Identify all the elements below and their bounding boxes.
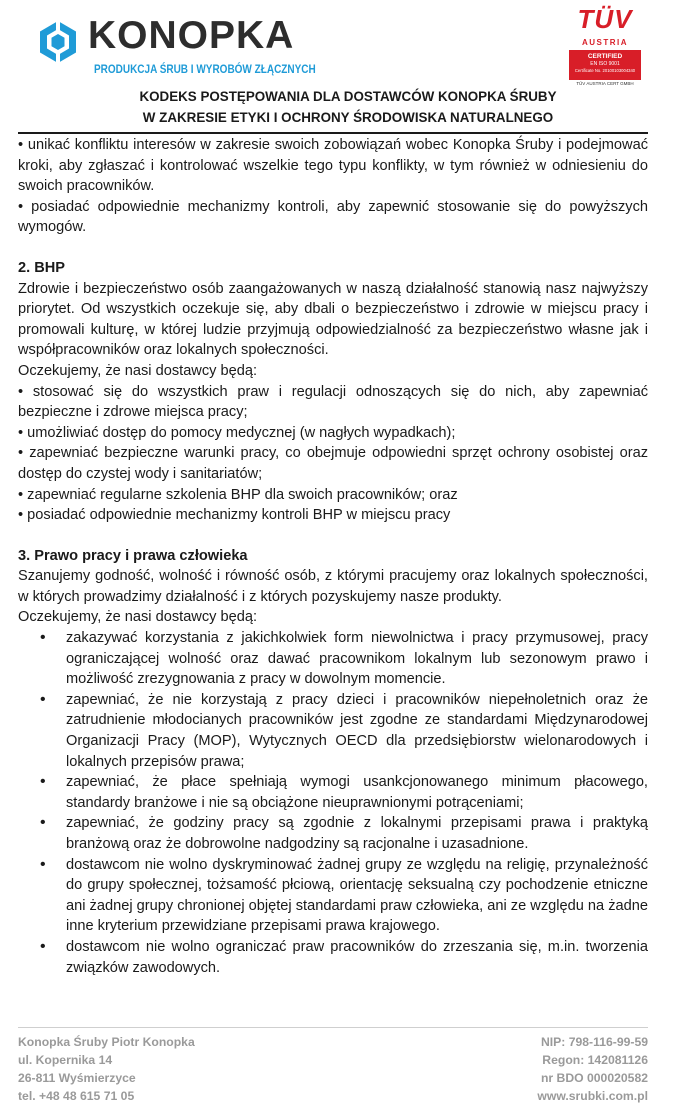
footer-company: Konopka Śruby Piotr Konopka (18, 1035, 195, 1049)
tuv-standard: EN ISO 9001 (590, 61, 620, 67)
bulleted-list (18, 628, 648, 978)
list-item: • zakazywać korzystania z jakichkolwiek form niewolnictwa i pracy przymusowej, pracy ograniczającej wolność oraz dawać pracownikom lokalnym lub sezonowym prawo i możliwość zrezygnowania z pracy w dowolnym momencie. (18, 628, 648, 690)
list-item: • umożliwiać dostęp do pomocy medycznej (w nagłych wypadkach); (18, 424, 456, 441)
tuv-name: TÜV (577, 4, 633, 34)
footer-regon: Regon: 142081126 (542, 1053, 648, 1067)
section-paragraph: Szanujemy godność, wolność i równość osób, z którymi pracujemy oraz lokalnych społeczności, w których prowadzimy działalność i z których pozyskujemy nasze produkty. (18, 568, 648, 605)
tuv-certified-label: CERTIFIED (587, 53, 623, 60)
intro-item: • unikać konfliktu interesów w zakresie swoich zobowiązań wobec Konopka Śruby i podejmować kroki, aby zgłaszać i kontrolować wszelkie tego typu konflikty, w tym również w odniesieniu do swoich pracowników. (18, 137, 648, 195)
brand-tagline: PRODUKCJA ŚRUB I WYROBÓW ZŁĄCZNYCH (94, 62, 316, 76)
document-body (18, 135, 648, 978)
tuv-certificate-badge (563, 4, 647, 88)
logo-mark-icon (36, 20, 80, 64)
list-item: • zapewniać regularne szkolenia BHP dla swoich pracowników; oraz (18, 486, 458, 503)
footer-city: 26-811 Wyśmierzyce (18, 1071, 136, 1085)
section-expectation: Oczekujemy, że nasi dostawcy będą: (18, 609, 258, 626)
footer-street: ul. Kopernika 14 (18, 1053, 113, 1067)
tuv-certificate-number: Certificate No. 20100103004340 (574, 68, 636, 73)
tuv-country: AUSTRIA (581, 38, 629, 47)
footer-address (18, 1033, 195, 1105)
document-header (0, 0, 696, 130)
footer-phone: tel. +48 48 615 71 05 (18, 1089, 135, 1103)
list-item: • zapewniać, że godziny pracy są zgodnie z lokalnymi przepisami prawa i praktyką branżową oraz że dobrowolne nadgodziny są racjonalne i uzasadnione. (18, 813, 648, 854)
title-line-2: W ZAKRESIE ETYKI I OCHRONY ŚRODOWISKA NATURALNEGO (142, 110, 554, 125)
list-item: • dostawcom nie wolno dyskryminować żadnej grupy ze względu na religię, przynależność do grupy społecznej, tożsamość płciową, orientację seksualną czy pochodzenie etniczne ani żadnej grupy chronionej objętej standardami praw człowieka, ani ze względu na żadne inne kryterium przewidziane przepisami prawa krajowego. (18, 855, 648, 937)
section-heading-labour-rights: 3. Prawo pracy i prawa człowieka (18, 547, 248, 564)
footer-website: www.srubki.com.pl (537, 1089, 648, 1103)
footer-nip: NIP: 798-116-99-59 (540, 1035, 648, 1049)
section-heading-bhp: 2. BHP (18, 259, 66, 276)
list-item: • zapewniać, że nie korzystają z pracy dzieci i pracowników niepełnoletnich oraz że zatrudnienie młodocianych pracowników jest zgodne ze standardami Międzynarodowej Organizacji Pracy (MOP), Wytycznych OECD dla przedsiębiorstw wielonarodowych i lokalnych przepisów prawa; (18, 690, 648, 772)
list-item: • stosować się do wszystkich praw i regulacji odnoszących się do nich, aby zapewniać bezpieczne i zdrowe miejsca pracy; (18, 383, 648, 421)
footer-divider (18, 1027, 648, 1028)
section-paragraph: Zdrowie i bezpieczeństwo osób zaangażowanych w naszą działalność stanowią nasz najwyższy priorytet. Od wszystkich oczekuje się, aby dbali o bezpieczeństwo i zdrowie w miejscu pracy i promowali kulturę, w której ludzie przyjmują odpowiedzialność za bezpieczeństwo własne jak i współpracowników oraz lokalnych społeczności. (18, 280, 648, 359)
brand-name: KONOPKA (88, 14, 295, 57)
list-item: • dostawcom nie wolno ograniczać praw pracowników do zrzeszania się, m.in. tworzenia związków zawodowych. (18, 937, 648, 978)
list-item: • zapewniać bezpieczne warunki pracy, co obejmuje odpowiedni sprzęt ochrony osobistej oraz dostęp do czystej wody i sanitariatów; (18, 445, 648, 482)
tuv-issuer: TÜV AUSTRIA CERT GMBH (576, 81, 634, 86)
section-expectation: Oczekujemy, że nasi dostawcy będą: (18, 362, 258, 379)
intro-item: • posiadać odpowiednie mechanizmy kontroli, aby zapewnić stosowanie się do powyższych wymogów. (18, 198, 648, 236)
footer-registration (537, 1033, 648, 1105)
list-item: • posiadać odpowiednie mechanizmy kontroli BHP w miejscu pracy (18, 507, 451, 524)
footer-bdo: nr BDO 000020582 (540, 1071, 648, 1085)
title-line-1: KODEKS POSTĘPOWANIA DLA DOSTAWCÓW KONOPKA ŚRUBY (139, 89, 557, 104)
header-divider (18, 132, 648, 134)
tuv-certified-box (569, 50, 641, 80)
list-item: • zapewniać, że płace spełniają wymogi usankcjonowanego minimum płacowego, standardy branżowe i nie są obciążone nieuprawnionymi potrąceniami; (18, 772, 648, 813)
document-title (0, 86, 696, 128)
